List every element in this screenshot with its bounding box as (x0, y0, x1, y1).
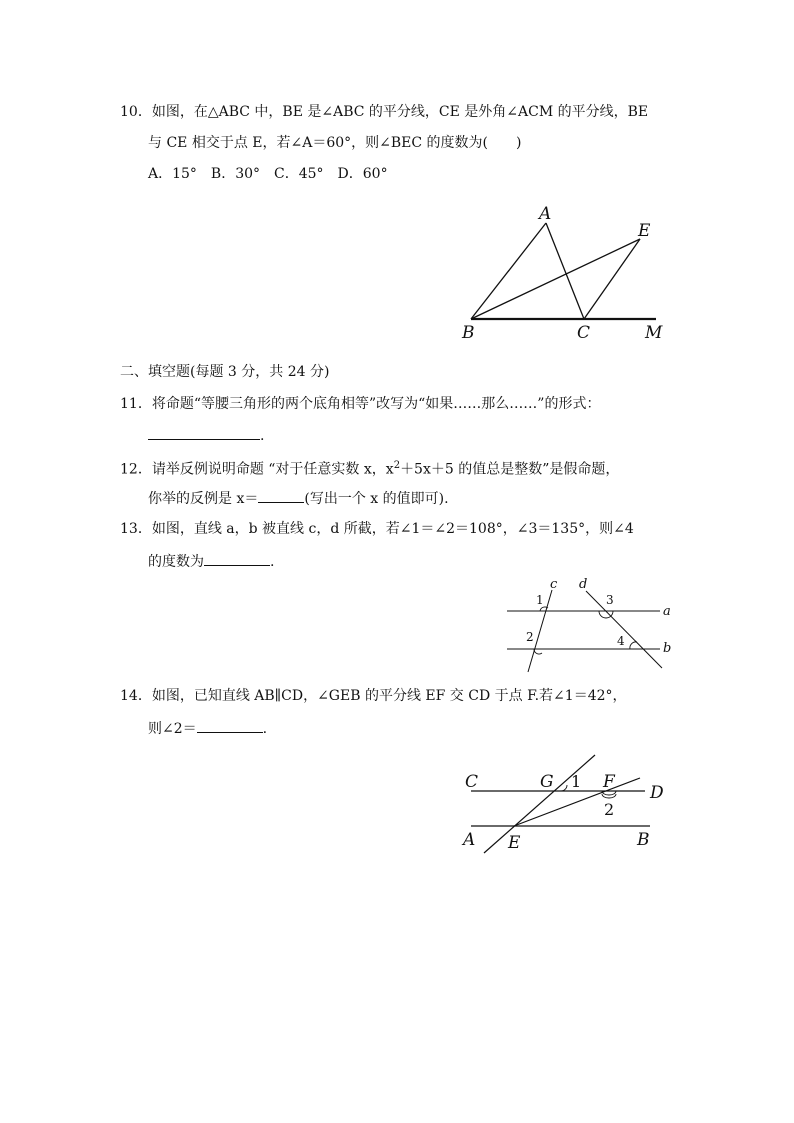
q13-line2-pre: 的度数为 (148, 554, 204, 570)
q13-number: 13． (120, 521, 152, 537)
q14-line2-post: . (262, 721, 268, 737)
q10-number: 10． (120, 104, 152, 120)
q11-text: 将命题“等腰三角形的两个底角相等”改写为“如果……那么……”的形式： (151, 396, 601, 412)
q13-label-4: 4 (617, 634, 625, 648)
q14-label-A: A (463, 830, 476, 850)
q13-text-line1: 如图，直线 a，b 被直线 c，d 所截，若∠1＝∠2＝108°，∠3＝135°，则∠4 (151, 521, 634, 537)
q10-label-E: E (638, 221, 651, 241)
q10-label-C: C (577, 323, 591, 343)
q14-label-F: F (603, 772, 615, 792)
section2-title: 二、填空题(每题 3 分，共 24 分) (120, 364, 330, 380)
q12-line2-post: (写出一个 x 的值即可). (304, 491, 449, 507)
q14-label-B: B (637, 830, 650, 850)
q13-line2-post: . (270, 554, 275, 570)
q13-label-a: a (663, 604, 671, 619)
q12-line2-pre: 你举的反例是 x＝ (148, 491, 259, 507)
q10-label-B: B (462, 323, 475, 343)
q12-text-post: ＋5x＋5 的值总是整数”是假命题， (400, 461, 620, 478)
q13-label-c: c (550, 577, 558, 592)
q11-number: 11． (120, 396, 152, 412)
q13-label-1: 1 (536, 593, 544, 607)
q14-arc-1 (561, 785, 567, 791)
q10-text-line2: 与 CE 相交于点 E，若∠A＝60°，则∠BEC 的度数为( ) (148, 135, 522, 151)
q14-line2-pre: 则∠2＝ (148, 721, 197, 737)
q10-label-A: A (539, 204, 552, 224)
q12-text-pre: 请举反例说明命题 “对于任意实数 x，x (151, 461, 394, 478)
q14-label-1: 1 (571, 772, 582, 791)
q10-label-M: M (645, 323, 663, 343)
q12-number: 12． (120, 461, 152, 478)
q14-text-line1: 如图，已知直线 AB∥CD，∠GEB 的平分线 EF 交 CD 于点 F.若∠1＝42°， (151, 688, 627, 704)
q14-label-C: C (465, 772, 479, 792)
line-GE-transversal (484, 755, 595, 853)
q13-label-2: 2 (526, 630, 534, 644)
q11-tail: . (260, 428, 265, 444)
q14-number: 14． (120, 688, 152, 704)
q10-text-line1: 如图，在△ABC 中，BE 是∠ABC 的平分线，CE 是外角∠ACM 的平分线，BE (151, 104, 649, 120)
q12-superscript: 2 (393, 460, 401, 471)
q14-label-D: D (650, 783, 664, 803)
q13-label-3: 3 (606, 593, 614, 607)
q14-label-2: 2 (604, 800, 615, 819)
q10-options: A．15° B．30° C．45° D．60° (148, 166, 388, 182)
q13-label-b: b (663, 641, 672, 656)
q14-label-E: E (508, 833, 521, 853)
q13-label-d: d (579, 577, 588, 592)
q14-label-G: G (540, 772, 554, 792)
